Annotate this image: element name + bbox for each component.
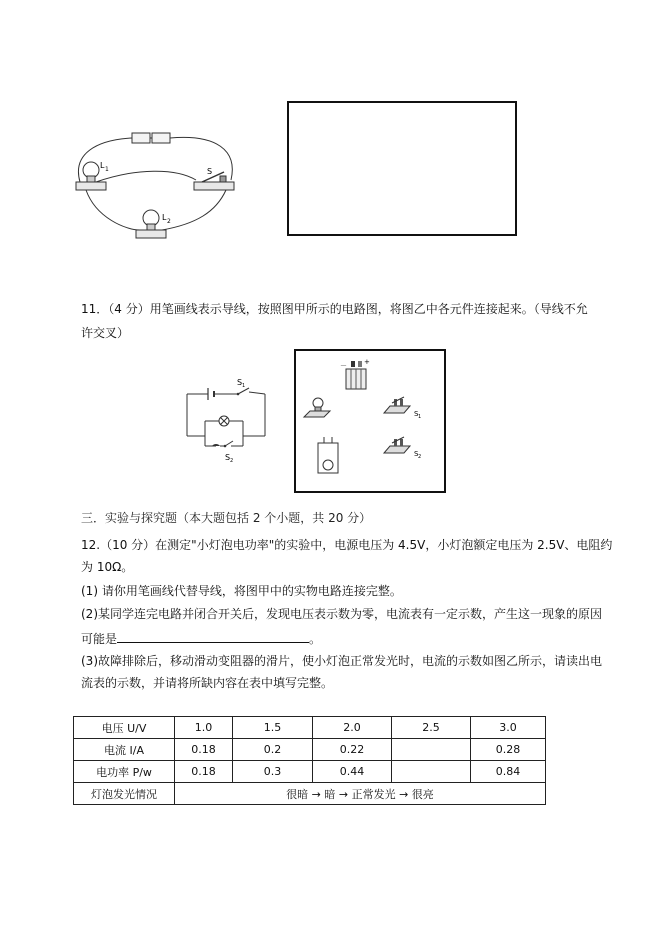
q12-text-line2: 为 10Ω。 (81, 560, 134, 574)
q12-part2-line1: (2)某同学连完电路并闭合开关后，发现电压表示数为零，电流表有一定示数，产生这一现象的原因 (81, 607, 603, 621)
svg-text:－: － (340, 362, 347, 370)
table-cell: 3.0 (471, 717, 546, 739)
answer-blank[interactable] (117, 630, 309, 643)
table-cell: 2.0 (313, 717, 392, 739)
table-cell: 0.18 (175, 739, 233, 761)
svg-text:S: S (414, 450, 419, 458)
table-cell: 0.44 (313, 761, 392, 783)
label-l1: L (100, 161, 105, 170)
table-row (74, 761, 546, 783)
table-cell-merged: 很暗 → 暗 → 正常发光 → 很亮 (175, 783, 546, 805)
q11-text-line1: 11．（4 分）用笔画线表示导线，按照图甲所示的电路图，将图乙中各元件连接起来。（导线不允 (81, 302, 588, 316)
table-cell: 0.22 (313, 739, 392, 761)
table-row (74, 783, 546, 805)
lamp-on-base-icon (304, 398, 330, 417)
table-cell-blank[interactable] (392, 739, 471, 761)
label-s2: S (225, 453, 231, 462)
component-kit-box (294, 349, 446, 493)
q12-part3-line1: (3)故障排除后，移动滑动变阻器的滑片，使小灯泡正常发光时，电流的示数如图乙所示，请读出电 (81, 654, 603, 668)
svg-text:1: 1 (105, 166, 109, 173)
battery-symbol-icon (208, 388, 214, 400)
table-cell-blank[interactable] (392, 761, 471, 783)
q12-part1: (1) 请你用笔画线代替导线，将图甲中的实物电路连接完整。 (81, 584, 402, 598)
svg-text:+: + (364, 358, 370, 366)
answer-box (287, 101, 517, 236)
battery-pack-icon (340, 358, 370, 389)
table-row (74, 717, 546, 739)
svg-text:2: 2 (418, 454, 422, 460)
table-cell: 1.5 (233, 717, 313, 739)
table-cell: 1.0 (175, 717, 233, 739)
label-l2: L (162, 213, 167, 222)
data-table (73, 716, 546, 805)
row-header: 电流 I/A (74, 739, 175, 761)
table-cell: 2.5 (392, 717, 471, 739)
table-row (74, 739, 546, 761)
section-title: 三．实验与探究题（本大题包括 2 个小题，共 20 分） (81, 511, 372, 525)
schematic-diagram (183, 374, 269, 464)
row-header: 电压 U/V (74, 717, 175, 739)
row-header: 灯泡发光情况 (74, 783, 175, 805)
q12-part3-line2: 流表的示数，并请将所缺内容在表中填写完整。 (81, 676, 334, 690)
switch-s1-symbol-icon (237, 388, 249, 395)
lamp-symbol-icon (219, 416, 229, 426)
svg-text:1: 1 (242, 383, 246, 389)
table-cell: 0.84 (471, 761, 546, 783)
bell-kit-icon (318, 437, 338, 473)
switch-s-icon (194, 172, 234, 190)
table-cell: 0.28 (471, 739, 546, 761)
switch-s2-kit-icon (384, 437, 410, 453)
svg-text:2: 2 (230, 458, 234, 464)
label-s: S (207, 167, 213, 176)
bell-symbol-icon (212, 444, 220, 446)
svg-text:1: 1 (418, 414, 422, 420)
switch-s1-kit-icon (384, 397, 410, 413)
table-cell: 0.18 (175, 761, 233, 783)
table-cell: 0.2 (233, 739, 313, 761)
circuit-diagram-top (66, 122, 256, 250)
q12-part2-line2: 可能是 。 (81, 632, 322, 646)
battery-icon (132, 133, 170, 143)
svg-text:S: S (414, 410, 419, 418)
svg-text:2: 2 (167, 218, 171, 225)
label-s1: S (237, 378, 243, 387)
row-header: 电功率 P/w (74, 761, 175, 783)
table-cell: 0.3 (233, 761, 313, 783)
q12-text-line1: 12.（10 分）在测定"小灯泡电功率"的实验中，电源电压为 4.5V，小灯泡额定电压为 2.5V、电阻约 (81, 538, 613, 552)
q11-text-line2: 许交叉） (81, 326, 130, 340)
